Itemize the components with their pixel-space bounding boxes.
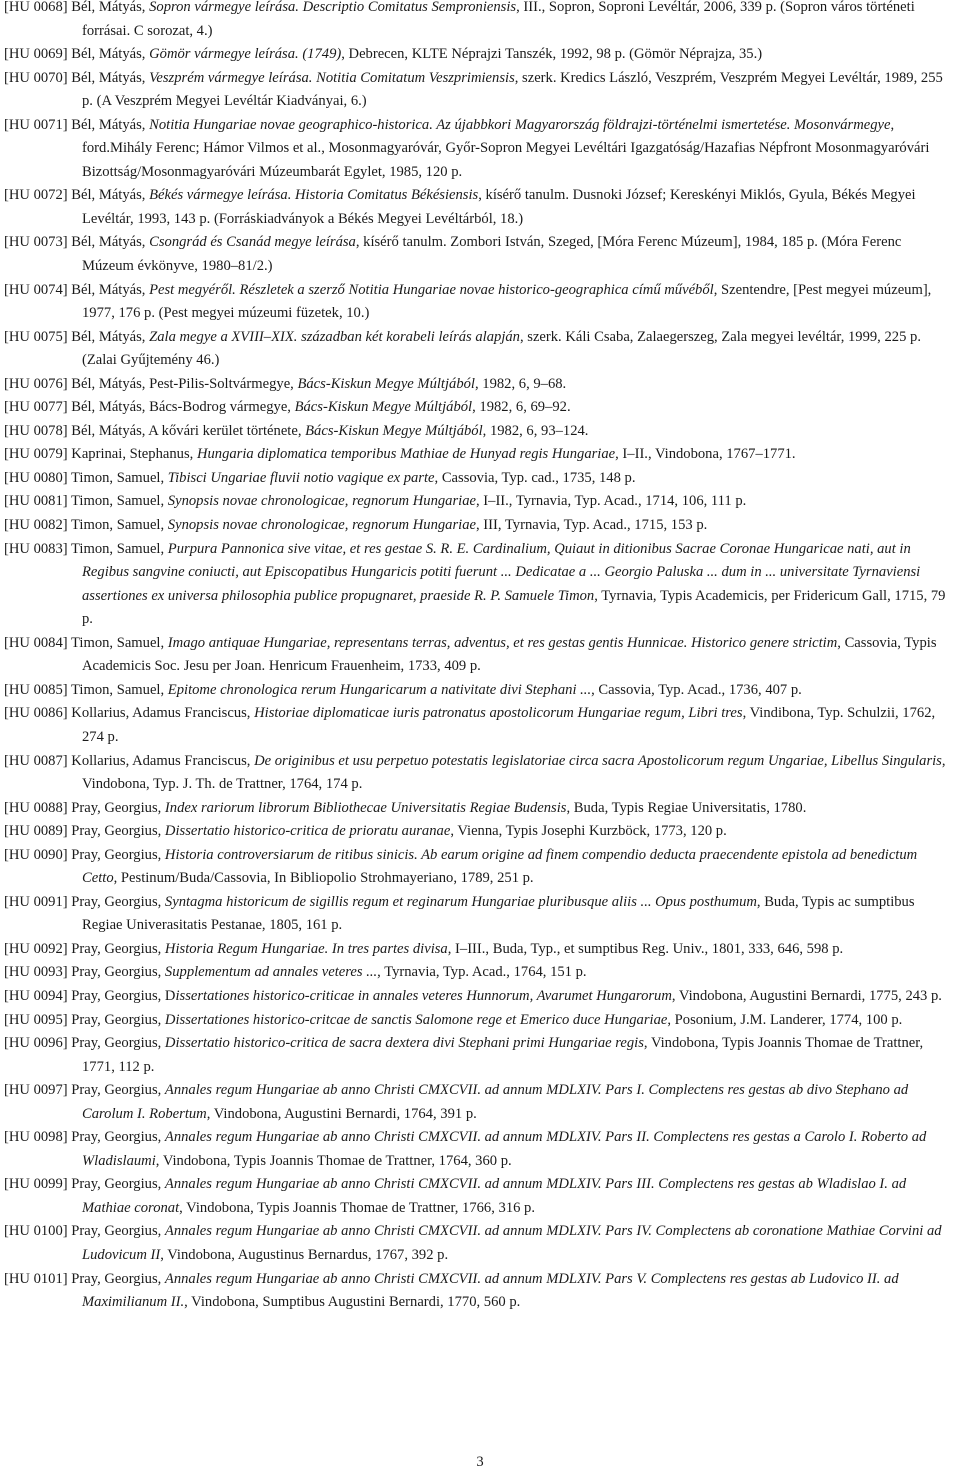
entry-text: , 1982, 6, 69–92. — [472, 399, 571, 416]
entry-title-text: Historiae diplomaticae iuris patronatus apostolicorum Hungariae regum, Libri tres — [254, 705, 743, 722]
entry-title-text: Hungaria diplomatica temporibus Mathiae de Hunyad regis Hungariae — [196, 446, 616, 463]
entry-title-text: Annales regum Hungariae ab anno Christi CMXCVII. ad annum MDLXIV. Pars IV. Complectens ab coronatione Mathiae Corvini ad Ludovicum II — [82, 1223, 942, 1263]
bibliography-entry — [4, 750, 954, 797]
bibliography-entry — [4, 1220, 954, 1267]
entry-text: , I–II., Tyrnavia, Typ. Acad., 1714, 106, 111 p. — [475, 493, 747, 510]
entry-text: , Buda, Typis ac sumptibus Regiae Univerasitatis Pestanae, 1805, 161 p. — [82, 893, 915, 934]
entry-text: [HU 0077] Bél, Mátyás, Bács-Bodrog vármegye, — [4, 399, 295, 416]
entry-title-text: Zala megye a XVIII–XIX. században két korabeli leírás alapján — [149, 328, 520, 345]
entry-text: [HU 0072] Bél, Mátyás, — [4, 187, 150, 204]
bibliography-entry — [4, 0, 954, 43]
entry-text: [HU 0098] Pray, Georgius, — [4, 1129, 165, 1146]
entry-title-text: Annales regum Hungariae ab anno Christi CMXCVII. ad annum MDLXIV. Pars I. Complectens res gestas ab divo Stephano ad Carolum I. Robertum — [82, 1082, 909, 1122]
entry-title-text: Epitome chronologica rerum Hungaricarum a nativitate divi Stephani ... — [167, 681, 592, 698]
bibliography-entry — [4, 891, 954, 938]
bibliography-entry — [4, 1009, 954, 1033]
bibliography-entry — [4, 396, 954, 420]
bibliography-entry — [4, 184, 954, 231]
entry-text: , Debrecen, KLTE Néprajzi Tanszék, 1992, 98 p. (Gömör Néprajza, 35.) — [341, 46, 763, 63]
bibliography-entry — [4, 1079, 954, 1126]
entry-text: , ford.Mihály Ferenc; Hámor Vilmos et al., Mosonmagyaróvár, Győr-Sopron Megyei Levéltári Igazgatóság/Hazafias Népfront Mosonmagyaróvári Bizottság/Mosonmagyaróvári Múzeumbarát Egylet, 1985, 120 p. — [82, 116, 930, 180]
entry-title-text: De originibus et usu perpetuo potestatis legislatoriae circa sacra Apostolicorum regum Ungariae, Libellus Singularis — [254, 752, 942, 769]
entry-title-text: Syntagma historicum de sigillis regum et reginarum Hungariae pluribusque aliis ... Opus posthumum — [164, 893, 757, 910]
entry-text: [HU 0087] Kollarius, Adamus Franciscus, — [4, 752, 255, 769]
entry-text: [HU 0081] Timon, Samuel, — [4, 493, 168, 510]
entry-text: [HU 0085] Timon, Samuel, — [4, 681, 168, 698]
entry-text: , 1982, 6, 9–68. — [474, 375, 567, 392]
entry-title-text: Dissertatio historico-critica de sacra dextera divi Stephani primi Hungariae regis — [164, 1035, 644, 1052]
bibliography-entry — [4, 326, 954, 373]
entry-text: [HU 0070] Bél, Mátyás, — [4, 69, 150, 86]
entry-text: , szerk. Kredics László, Veszprém, Veszprém Megyei Levéltár, 1989, 255 p. (A Veszprém Megyei Levéltár Kiadványai, 6.) — [82, 69, 943, 110]
entry-text: [HU 0068] Bél, Mátyás, — [4, 0, 150, 15]
entry-text: [HU 0069] Bél, Mátyás, — [4, 46, 150, 63]
entry-text: , III., Sopron, Soproni Levéltár, 2006, 339 p. (Sopron város történeti forrásai. C sorozat, 4.) — [82, 0, 915, 39]
entry-title-text: Sopron vármegye leírása. Descriptio Comitatus Semproniensis — [149, 0, 517, 15]
entry-text: , III, Tyrnavia, Typ. Acad., 1715, 153 p. — [475, 517, 708, 534]
entry-title-text: Gömör vármegye leírása. (1749) — [149, 46, 342, 63]
entry-title-text: Békés vármegye leírása. Historia Comitatus Békésiensis — [149, 187, 479, 204]
bibliography-entry — [4, 514, 954, 538]
entry-title-text: Supplementum ad annales veteres ... — [164, 964, 378, 981]
entry-title-text: Pest megyéről. Részletek a szerző Notitia Hungariae novae historico-geographica című művéből — [149, 281, 714, 298]
entry-text: , Tyrnavia, Typis Academicis, per Fridericum Gall, 1715, 79 p. — [82, 587, 946, 628]
bibliography-entry — [4, 820, 954, 844]
bibliography-entry — [4, 43, 954, 67]
entry-text: , Vienna, Typis Josephi Kurzböck, 1773, 120 p. — [450, 823, 727, 840]
entry-text: , Tyrnavia, Typ. Acad., 1764, 151 p. — [377, 964, 587, 981]
entry-text: [HU 0095] Pray, Georgius, — [4, 1011, 165, 1028]
entry-title-text: Notitia Hungariae novae geographico-historica. Az újabbkori Magyarország földrajzi-történelmi ismertetése. Mosonvármegye — [149, 116, 891, 133]
bibliography-entry — [4, 373, 954, 397]
entry-title-text: Bács-Kiskun Megye Múltjából — [305, 422, 483, 439]
entry-text: , Vindobona, Augustini Bernardi, 1775, 243 p. — [671, 987, 942, 1004]
entry-text: [HU 0083] Timon, Samuel, — [4, 540, 168, 557]
entry-text: [HU 0078] Bél, Mátyás, A kővári kerület története, — [4, 422, 306, 439]
entry-text: , kísérő tanulm. Zombori István, Szeged, [Móra Ferenc Múzeum], 1984, 185 p. (Móra Ferenc Múzeum évkönyve, 1980–81/2.) — [82, 234, 902, 275]
entry-title-text: Dissertationes historico-critcae de sanctis Salomone rege et Emerico duce Hungariae — [164, 1011, 668, 1028]
entry-text: , Vindobona, Typ. J. Th. de Trattner, 1764, 174 p. — [82, 752, 946, 793]
bibliography-entry — [4, 1173, 954, 1220]
entry-text: [HU 0086] Kollarius, Adamus Franciscus, — [4, 705, 255, 722]
entry-text: [HU 0074] Bél, Mátyás, — [4, 281, 150, 298]
entry-text: , szerk. Káli Csaba, Zalaegerszeg, Zala megyei levéltár, 1999, 225 p. (Zalai Gyűjtemény 46.) — [82, 328, 921, 369]
bibliography-entry — [4, 443, 954, 467]
bibliography-entry — [4, 679, 954, 703]
entry-text: [HU 0075] Bél, Mátyás, — [4, 328, 150, 345]
entry-text: , Vindobona, Typis Joannis Thomae de Trattner, 1771, 112 p. — [82, 1035, 924, 1075]
entry-text: [HU 0076] Bél, Mátyás, Pest-Pilis-Soltvármegye, — [4, 375, 298, 392]
entry-title-text: Csongrád és Csanád megye leírása — [149, 234, 356, 251]
bibliography-entry — [4, 938, 954, 962]
entry-title-text: Annales regum Hungariae ab anno Christi CMXCVII. ad annum MDLXIV. Pars II. Complectens res gestas a Carolo I. Roberto ad Wladislaumi — [82, 1129, 927, 1169]
entry-text: [HU 0089] Pray, Georgius, — [4, 823, 165, 840]
bibliography-entry — [4, 467, 954, 491]
entry-text: , kísérő tanulm. Dusnoki József; Kereskényi Miklós, Gyula, Békés Megyei Levéltár, 1993, 143 p. (Forráskiadványok a Békés Megyei Levéltárból, 18.) — [82, 187, 916, 227]
page-number: 3 — [476, 1454, 484, 1470]
bibliography-entry — [4, 632, 954, 679]
entry-title-text: Synopsis novae chronologicae, regnorum Hungariae — [167, 493, 476, 510]
entry-text: , Buda, Typis Regiae Universitatis, 1780. — [566, 799, 807, 816]
entry-text: , Posonium, J.M. Landerer, 1774, 100 p. — [667, 1011, 903, 1028]
entry-text: , Szentendre, [Pest megyei múzeum], 1977, 176 p. (Pest megyei múzeumi füzetek, 10.) — [82, 281, 932, 322]
bibliography-entry — [4, 114, 954, 185]
entry-title-text: Historia Regum Hungariae. In tres partes divisa — [164, 940, 448, 957]
entry-title-text: Index rariorum librorum Bibliothecae Universitatis Regiae Budensis — [164, 799, 567, 816]
entry-text: , Vindibona, Typ. Schulzii, 1762, 274 p. — [82, 705, 936, 745]
entry-text: , Vindobona, Augustini Bernardi, 1764, 391 p. — [206, 1105, 477, 1122]
entry-text: , Cassovia, Typ. Acad., 1736, 407 p. — [591, 681, 802, 698]
bibliography-entry — [4, 1126, 954, 1173]
entry-title-text: Purpura Pannonica sive vitae, et res gestae S. R. E. Cardinalium, Quiaut in ditionibus Sacrae Coronae Hungaricae nati, aut in Regibus sangvine coniucti, aut Episcopatibus Hungaricis potiti fuerunt ... Dedicatae a ... Georgio Paluska ... dum in ... universitate Tyrnaviensi assertiones ex universa philosophia publice propugnaret, praeside R. P. Samuele Timon — [82, 540, 921, 604]
entry-text: , Vindobona, Sumptibus Augustini Bernardi, 1770, 560 p. — [184, 1294, 521, 1311]
entry-text: [HU 0100] Pray, Georgius, — [4, 1223, 165, 1240]
bibliography-entry — [4, 797, 954, 821]
entry-title-text: Bács-Kiskun Megye Múltjából — [294, 399, 473, 416]
entry-text: [HU 0079] Kaprinai, Stephanus, — [4, 446, 197, 463]
entry-text: [HU 0093] Pray, Georgius, — [4, 964, 165, 981]
entry-text: [HU 0091] Pray, Georgius, — [4, 893, 165, 910]
entry-title-text: Historia controversiarum de ritibus sinicis. Ab earum origine ad finem compendio deducta praecendente epistola ad benedictum Cetto — [82, 846, 918, 887]
entry-title-text: Bács-Kiskun Megye Múltjából — [297, 375, 475, 392]
entry-text: , Cassovia, Typ. cad., 1735, 148 p. — [434, 469, 636, 486]
entry-text: , Pestinum/Buda/Cassovia, In Bibliopolio Strohmayeriano, 1789, 251 p. — [113, 870, 534, 887]
entry-text: , Vindobona, Augustinus Bernardus, 1767, 392 p. — [160, 1246, 449, 1263]
entry-title-text: Dissertatio historico-critica de prioratu auranae — [164, 823, 451, 840]
bibliography-entry — [4, 538, 954, 632]
bibliography-entry — [4, 961, 954, 985]
entry-title-text: Imago antiquae Hungariae, representans terras, adventus, et res gestas gentis Hunnicae. Historico genere strictim — [167, 634, 838, 651]
entry-text: [HU 0088] Pray, Georgius, — [4, 799, 165, 816]
entry-text: [HU 0096] Pray, Georgius, — [4, 1035, 165, 1052]
entry-text: [HU 0071] Bél, Mátyás, — [4, 116, 150, 133]
bibliography-entry — [4, 420, 954, 444]
bibliography-entry — [4, 1032, 954, 1079]
entry-title-text: Annales regum Hungariae ab anno Christi CMXCVII. ad annum MDLXIV. Pars III. Complectens res gestas ab Wladislao I. ad Mathiae coronat — [82, 1176, 907, 1216]
entry-title-text: Synopsis novae chronologicae, regnorum Hungariae — [167, 517, 476, 534]
entry-text: , I–III., Buda, Typ., et sumptibus Reg. Univ., 1801, 333, 646, 598 p. — [447, 940, 844, 957]
entry-text: , Cassovia, Typis Academicis Soc. Jesu per Joan. Henricum Frauenheim, 1733, 409 p. — [82, 634, 937, 675]
entry-text: [HU 0099] Pray, Georgius, — [4, 1176, 165, 1193]
entry-text: [HU 0092] Pray, Georgius, — [4, 940, 165, 957]
bibliography-entry — [4, 1268, 954, 1315]
bibliography-entry — [4, 231, 954, 278]
entry-title-text: issertationes historico-criticae in annales veteres Hunnorum, Avarumet Hungarorum — [175, 987, 672, 1004]
bibliography-entry — [4, 67, 954, 114]
bibliography-entry — [4, 702, 954, 749]
entry-text: , Vindobona, Typis Joannis Thomae de Trattner, 1764, 360 p. — [155, 1152, 512, 1169]
entry-title-text: Veszprém vármegye leírása. Notitia Comitatum Veszprimiensis — [149, 69, 515, 86]
entry-text: [HU 0073] Bél, Mátyás, — [4, 234, 150, 251]
entry-text: , Vindobona, Typis Joannis Thomae de Trattner, 1766, 316 p. — [179, 1199, 536, 1216]
entry-text: [HU 0094] Pray, Georgius, D — [4, 987, 176, 1004]
entry-text: [HU 0097] Pray, Georgius, — [4, 1082, 165, 1099]
bibliography-entry — [4, 279, 954, 326]
entry-title-text: Tibisci Ungariae fluvii notio vagique ex parte — [167, 469, 435, 486]
entry-text: [HU 0101] Pray, Georgius, — [4, 1270, 165, 1287]
entry-text: [HU 0080] Timon, Samuel, — [4, 469, 168, 486]
entry-text: , I–II., Vindobona, 1767–1771. — [615, 446, 796, 463]
bibliography-entry — [4, 985, 954, 1009]
entry-text: , 1982, 6, 93–124. — [482, 422, 589, 439]
entry-text: [HU 0082] Timon, Samuel, — [4, 517, 168, 534]
entry-title-text: Annales regum Hungariae ab anno Christi CMXCVII. ad annum MDLXIV. Pars V. Complectens res gestas ab Ludovico II. ad Maximilianum II. — [82, 1270, 899, 1311]
entry-text: [HU 0090] Pray, Georgius, — [4, 846, 165, 863]
bibliography-entry — [4, 844, 954, 891]
entry-text: [HU 0084] Timon, Samuel, — [4, 634, 168, 651]
bibliography-entry — [4, 490, 954, 514]
bibliography-list — [4, 0, 954, 1315]
